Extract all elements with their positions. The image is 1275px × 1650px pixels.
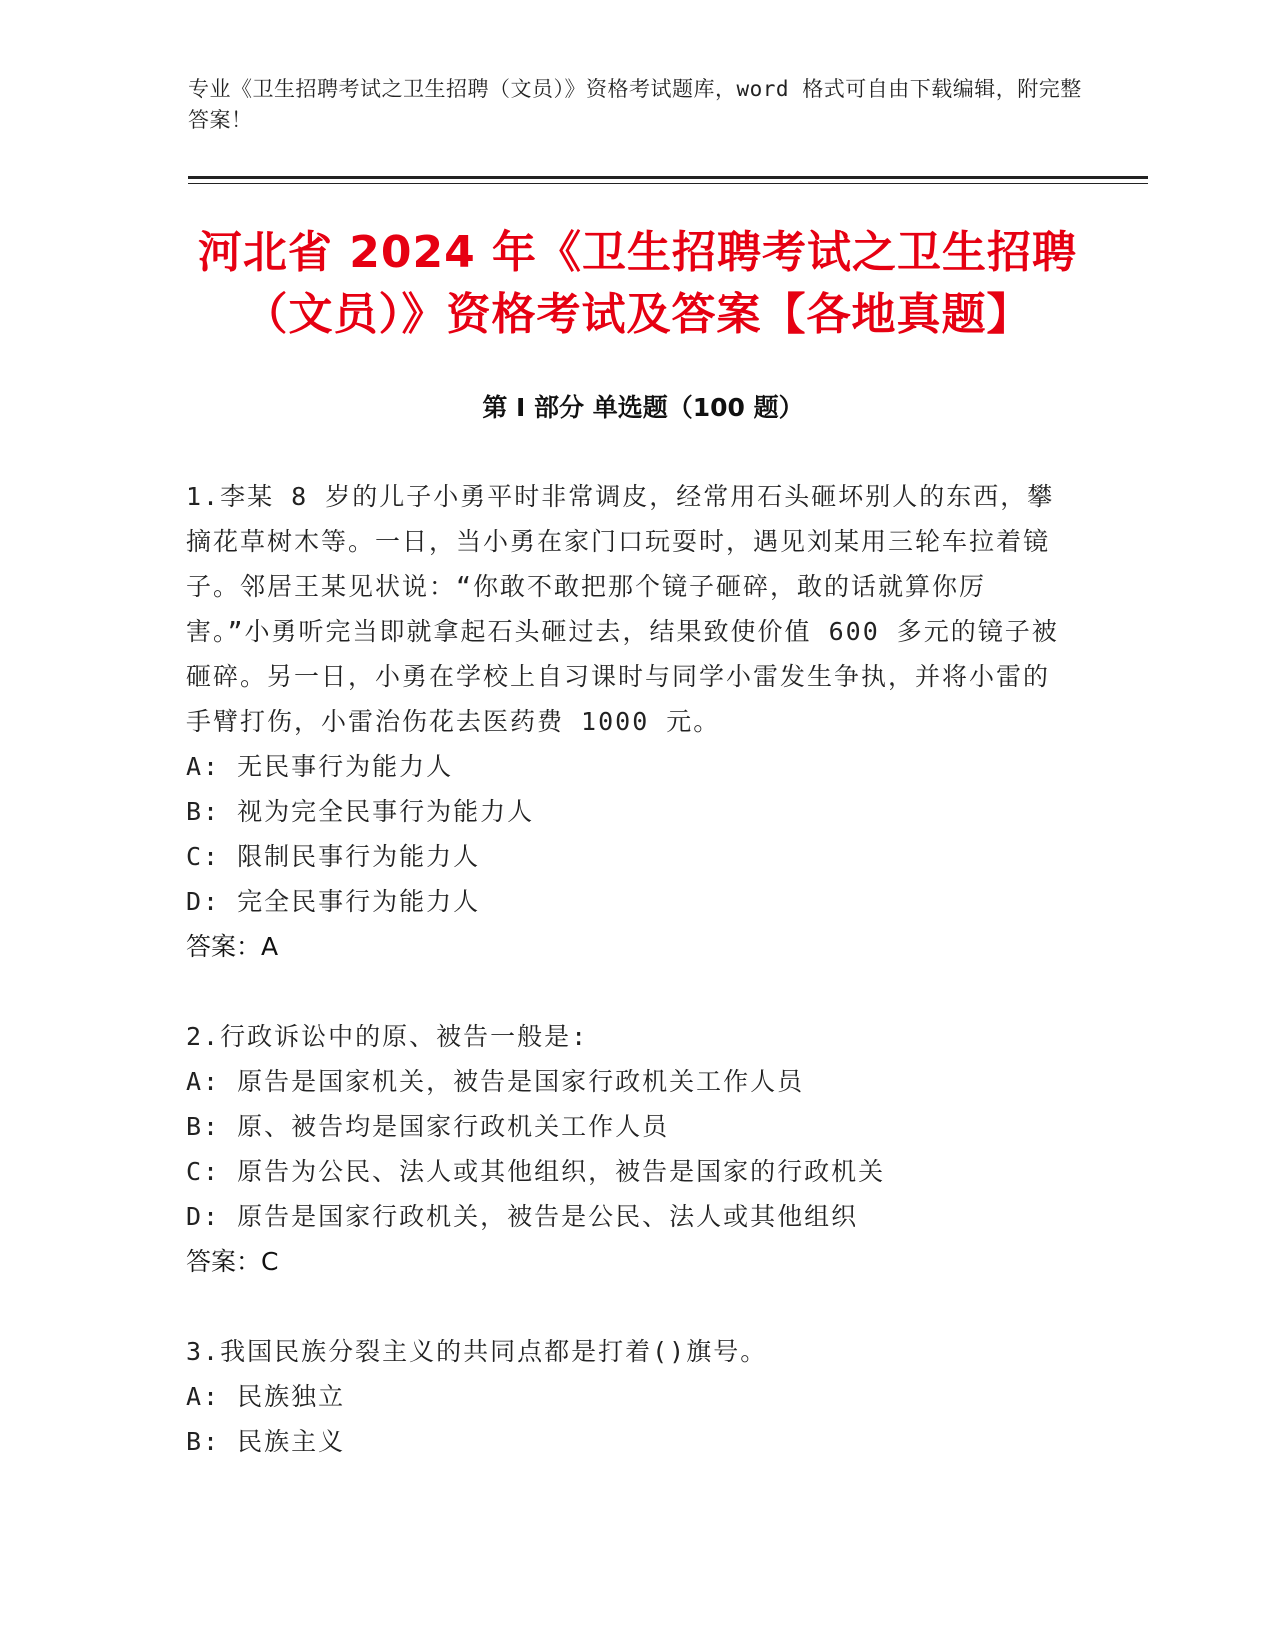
option-c: C: 限制民事行为能力人 xyxy=(186,842,481,871)
option-b: B: 视为完全民事行为能力人 xyxy=(186,797,535,826)
option-a: A: 无民事行为能力人 xyxy=(186,752,454,781)
header-divider-thick xyxy=(188,176,1148,179)
answer-line: 答案：A xyxy=(186,932,279,961)
question-3 xyxy=(186,1329,1066,1464)
question-stem: 3.我国民族分裂主义的共同点都是打着()旗号。 xyxy=(186,1337,768,1366)
answer-line: 答案：C xyxy=(186,1247,279,1276)
section-title: 第 I 部分 单选题（100 题） xyxy=(482,393,804,422)
header-divider-thin xyxy=(188,183,1148,184)
question-stem: 2.行政诉讼中的原、被告一般是: xyxy=(186,1022,589,1051)
question-stem: 1.李某 8 岁的儿子小勇平时非常调皮，经常用石头砸坏别人的东西，攀摘花草树木等。一日，当小勇在家门口玩耍时，遇见刘某用三轮车拉着镜子。邻居王某见状说：“你敢不敢把那个镜子砸碎，敢的话就算你厉害。”小勇听完当即就拿起石头砸过去，结果致使价值 600 多元的镜子被砸碎。另一日，小勇在学校上自习课时与同学小雷发生争执，并将小雷的手臂打伤，小雷治伤花去医药费 1000 元。 xyxy=(186,482,1059,736)
question-1 xyxy=(186,474,1066,969)
option-a: A: 民族独立 xyxy=(186,1382,346,1411)
option-c: C: 原告为公民、法人或其他组织，被告是国家的行政机关 xyxy=(186,1157,886,1186)
option-a: A: 原告是国家机关，被告是国家行政机关工作人员 xyxy=(186,1067,805,1096)
question-list xyxy=(186,474,1066,1509)
option-d: D: 原告是国家行政机关，被告是公民、法人或其他组织 xyxy=(186,1202,859,1231)
option-b: B: 民族主义 xyxy=(186,1427,346,1456)
option-d: D: 完全民事行为能力人 xyxy=(186,887,481,916)
question-2 xyxy=(186,1014,1066,1284)
header-note: 专业《卫生招聘考试之卫生招聘（文员）》资格考试题库，word 格式可自由下载编辑，附完整答案！ xyxy=(188,77,1082,132)
option-b: B: 原、被告均是国家行政机关工作人员 xyxy=(186,1112,670,1141)
document-title: 河北省 2024 年《卫生招聘考试之卫生招聘（文员）》资格考试及答案【各地真题】 xyxy=(197,227,1078,340)
